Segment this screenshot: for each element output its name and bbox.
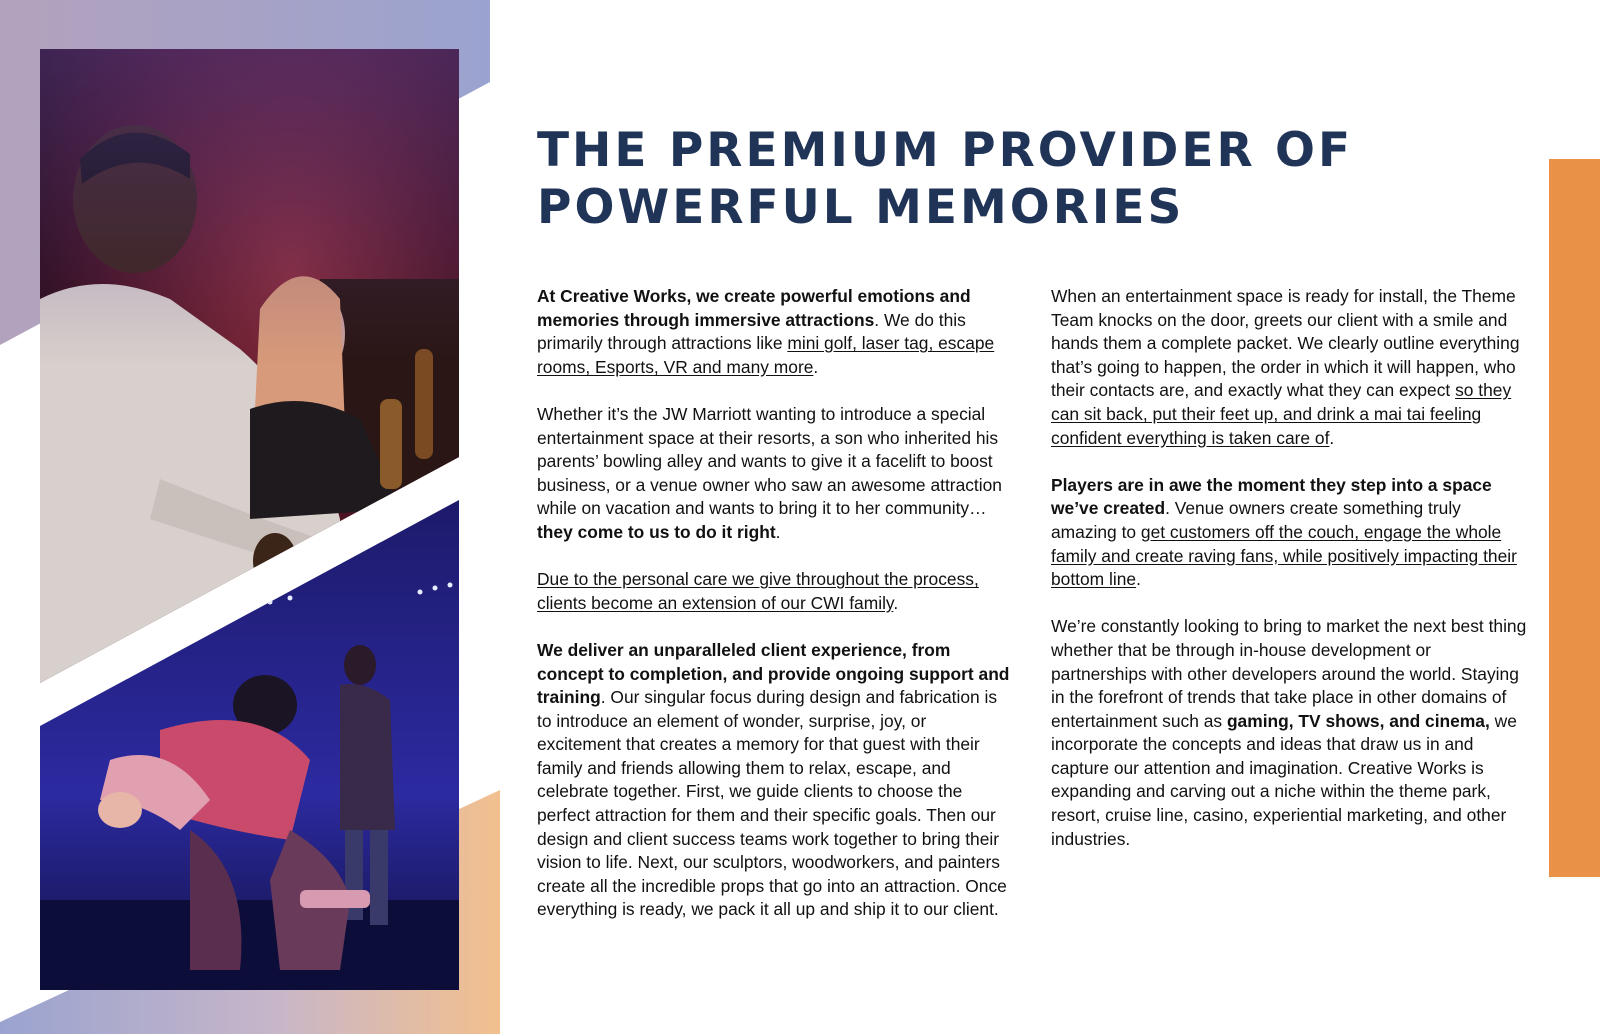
paragraph-players bbox=[1051, 474, 1529, 592]
attractions-link[interactable]: mini golf, laser tag, escape rooms, Esports, VR and many more bbox=[537, 333, 995, 377]
players-text: . Venue owners create something truly amazing to bbox=[1051, 498, 1461, 542]
install-text: When an entertainment space is ready for install, the Theme Team knocks on the door, greets our client with a smile and hands them a complete packet. We clearly outline everything that’s going to happen, the order in which it will happen, who their contacts are, and exactly what they can expect bbox=[1051, 286, 1520, 401]
headline-line-1: THE PREMIUM PROVIDER OF bbox=[537, 123, 1354, 178]
clients-text: Whether it’s the JW Marriott wanting to introduce a special entertainment space at their resorts, a son who inherited his parents’ bowling alley and wants to give it a facelift to boost business, or a venue owner who saw an awesome attraction while on vacation and wants to bring it to her community… bbox=[537, 403, 1002, 519]
experience-text: . Our singular focus during design and fabrication is to introduce an element of wonder, surprise, joy, or excitement that creates a memory for that guest with their family and friends allowing them to relax, escape, and celebrate together. First, we guide clients to choose the perfect attraction for them and their specific goals. Then our design and client success teams work together to bring their vision to life. Next, our sculptors, woodworkers, and painters create all the incredible props that go into an attraction. Once everything is ready, we pack it all up and ship it to our client. bbox=[537, 687, 1007, 920]
orange-accent-bar bbox=[1549, 159, 1600, 877]
trends-text: We’re constantly looking to bring to market the next best thing whether that be through in-house development or partnerships with other developers around the world. Staying in the forefront of trends that take place in other domains of entertainment such as bbox=[1051, 616, 1527, 731]
page-headline bbox=[537, 122, 1517, 236]
paragraph-family bbox=[537, 568, 1015, 615]
mai-tai-link[interactable]: so they can sit back, put their feet up, and drink a mai tai feeling confident everything is taken care of bbox=[1051, 380, 1512, 448]
intro-end: . bbox=[813, 356, 819, 377]
trends-end: we incorporate the concepts and ideas that draw us in and capture our attention and imagination. Creative Works is expanding and carving out a niche within the theme park, resort, cruise line, casino, experiential marketing, and other industries. bbox=[1051, 710, 1517, 849]
experience-bold-text: We deliver an unparalleled client experience, from concept to completion, and provide ongoing support and training bbox=[537, 639, 1010, 708]
family-end: . bbox=[893, 592, 899, 613]
headline-line-2: POWERFUL MEMORIES bbox=[537, 180, 1185, 235]
bottom-photo bbox=[40, 500, 459, 990]
paragraph-experience bbox=[537, 639, 1015, 922]
intro-text: . We do this primarily through attractions like bbox=[537, 309, 966, 354]
body-column-right bbox=[1051, 285, 1529, 875]
paragraph-trends bbox=[1051, 615, 1529, 851]
body-column-left bbox=[537, 285, 1015, 946]
paragraph-intro bbox=[537, 285, 1015, 379]
clients-bold-text: they come to us to do it right bbox=[537, 521, 776, 542]
cwi-family-link[interactable]: Due to the personal care we give throughout the process, clients become an extension of our CWI family bbox=[537, 569, 979, 613]
players-bold-text: Players are in awe the moment they step into a space we’ve created bbox=[1051, 474, 1492, 519]
paragraph-clients bbox=[537, 403, 1015, 545]
vr-players-purple-lit-room-photo bbox=[40, 500, 459, 990]
clients-end: . bbox=[775, 521, 781, 542]
decorative-bands bbox=[0, 0, 520, 1034]
paragraph-install bbox=[1051, 285, 1529, 450]
install-end: . bbox=[1329, 427, 1335, 448]
raving-fans-link[interactable]: get customers off the couch, engage the whole family and create raving fans, while positively impacting their bottom line bbox=[1051, 521, 1517, 590]
players-end: . bbox=[1136, 569, 1141, 590]
trends-bold-text: gaming, TV shows, and cinema, bbox=[1226, 710, 1490, 731]
intro-bold-text: At Creative Works, we create powerful emotions and memories through immersive attractions bbox=[537, 286, 971, 330]
